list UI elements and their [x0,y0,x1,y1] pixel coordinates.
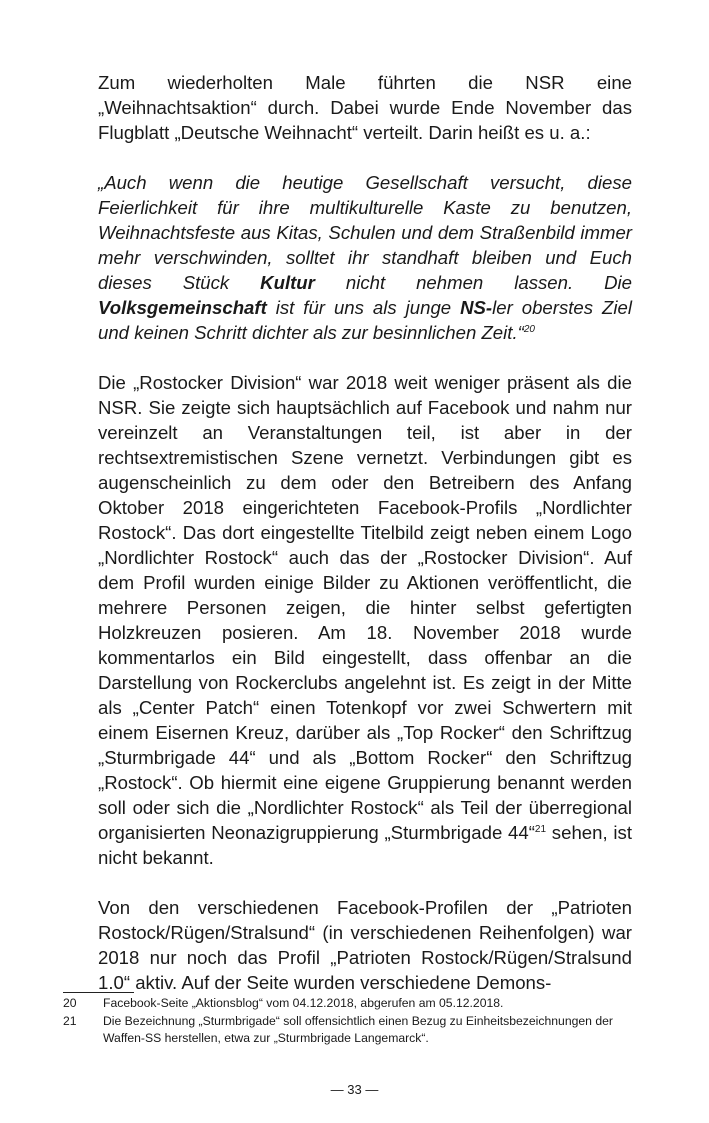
paragraph-rostocker-division-tail: sehen, ist nicht bekannt. [98,822,632,868]
footnote-20 [63,995,653,1013]
page-body [98,70,632,995]
footnote-text: Facebook-Seite „Aktionsblog“ vom 04.12.2018, abgerufen am 05.12.2018. [103,996,504,1010]
paragraph-weihnachtsaktion: Zum wiederholten Male führten die NSR eine „Weihnachtsaktion“ durch. Dabei wurde Ende November das Flugblatt „Deutsche Weihnacht“ verteilt. Darin heißt es u. a.: [98,72,632,143]
paragraph-patrioten: Von den verschiedenen Facebook-Profilen der „Patrioten Rostock/Rügen/Stralsund“ (in verschiedenen Reihenfolgen) war 2018 nur noch das Profil „Patrioten Rostock/Rügen/Stralsund 1.0“ aktiv. Auf der Seite wurden verschiedene Demons- [98,897,632,993]
footnote-number: 21 [63,1013,77,1028]
quote-bold-kultur: Kultur [260,272,315,293]
footnote-number: 20 [63,996,77,1010]
footnote-ref-21[interactable]: 21 [534,824,547,835]
quote-bold-volksgemeinschaft: Volksgemeinschaft [98,297,267,318]
paragraph-rostocker-division-text: Die „Rostocker Division“ war 2018 weit weniger präsent als die NSR. Sie zeigte sich hauptsächlich auf Facebook und nahm nur vereinzelt an Veranstaltungen teil, ist aber in der rechtsextremistischen Szene vernetzt. Verbindungen gibt es augenscheinlich zu dem oder den Betreibern des Anfang Oktober 2018 eingerichteten Facebook-Profils „Nordlichter Rostock“. Das dort eingestellte Titelbild zeigt neben einem Logo „Nordlichter Rostock“ auch das der „Rostocker Division“. Auf dem Profil wurden einige Bilder zu Aktionen veröffentlicht, die mehrere Personen zeigen, die hinter selbst gefertigten Holzkreuzen posieren. Am 18. November 2018 wurde kommentarlos ein Bild eingestellt, dass offenbar an die Darstellung von Rockerclubs angelehnt ist. Es zeigt in der Mitte als „Center Patch“ einen Totenkopf vor zwei Schwertern mit einem Eisernen Kreuz, darüber als „Top Rocker“ den Schriftzug „Sturmbrigade 44“ und als „Bottom Rocker“ den Schriftzug „Rostock“. Ob hiermit eine eigene Gruppierung benannt werden soll oder sich die „Nordlichter Rostock“ als Teil der überregional organisierten Neonazigruppierung „Sturmbrigade 44“ [98,372,632,843]
footnote-separator [63,992,134,993]
quote-text-4: ler oberstes Ziel und keinen Schritt dichter als zur besinnlichen Zeit.“ [98,297,632,343]
quote-bold-ns: NS- [460,297,493,318]
quote-text-3: ist für uns als junge [266,297,461,318]
page-number: — 33 — [330,1082,379,1097]
footnotes [63,995,653,1048]
footnote-text: Die Bezeichnung „Sturmbrigade“ soll offensichtlich einen Bezug zu Einheitsbezeichnungen der Waffen-SS herstellen, etwa zur „Sturmbrigade Langemarck“. [103,1013,613,1045]
quote-text-1: „Auch wenn die heutige Gesellschaft versucht, diese Feierlichkeit für ihre multikulturelle Kaste zu benutzen, Weihnachtsfeste aus Kitas, Schulen und dem Straßenbild immer mehr verschwinden, solltet ihr standhaft bleiben und Euch dieses Stück [98,172,632,293]
footnote-ref-20[interactable]: 20 [523,324,535,335]
paragraph-rostocker-division [98,370,632,870]
quote-text-2: nicht nehmen lassen. Die [314,272,632,293]
footnote-21 [63,1013,653,1048]
quote-flugblatt [98,170,632,345]
